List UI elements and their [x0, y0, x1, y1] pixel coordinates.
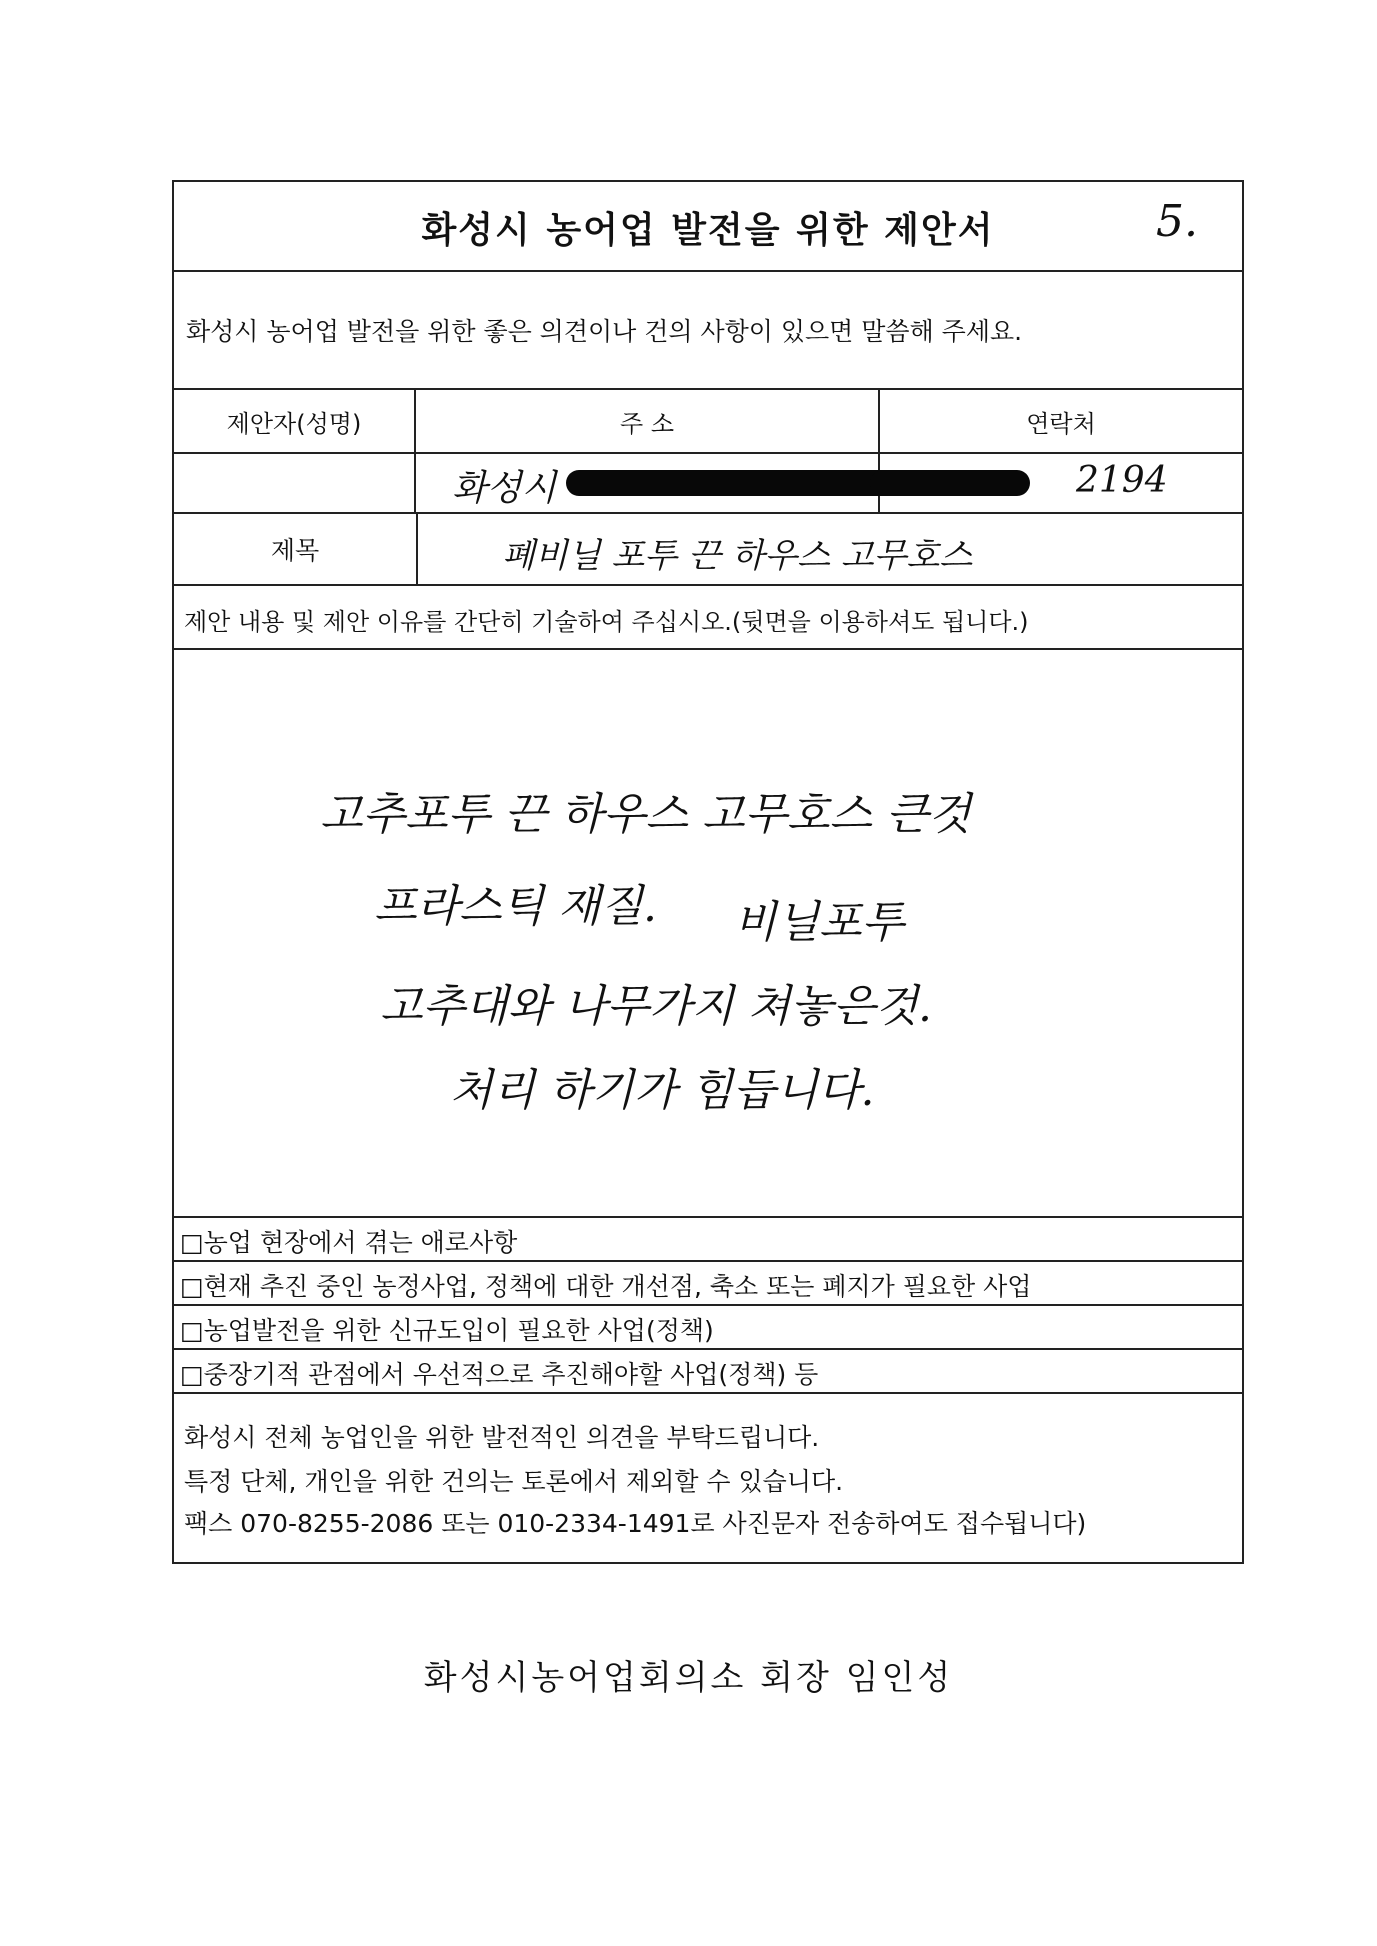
category-item: □중장기적 관점에서 우선적으로 추진해야할 사업(정책) 등: [180, 1360, 819, 1389]
category-row: [174, 1262, 1242, 1306]
handwritten-line: 처리 하기가 힘듭니다.: [450, 1065, 875, 1116]
footer-notes: [174, 1394, 1242, 1562]
category-row: [174, 1350, 1242, 1394]
address-header: 주 소: [416, 390, 880, 452]
proposer-header: 제안자(성명): [174, 390, 416, 452]
handwritten-line: 프라스틱 재질.: [374, 881, 657, 932]
category-item: □현재 추진 중인 농정사업, 정책에 대한 개선점, 축소 또는 폐지가 필요한 사업: [180, 1272, 1032, 1301]
instruction-row: [174, 586, 1242, 650]
header-row: [174, 390, 1242, 454]
page-number: 5.: [1156, 196, 1198, 247]
handwritten-line: 고추대와 나무가지 쳐놓은것.: [380, 981, 933, 1032]
contact-handwritten: 2194: [1076, 460, 1168, 501]
category-row: [174, 1306, 1242, 1350]
handwritten-line: 비닐포투: [734, 897, 905, 948]
proposer-name-cell: [174, 454, 416, 512]
intro-text: 화성시 농어업 발전을 위한 좋은 의견이나 건의 사항이 있으면 말씀해 주세요.: [186, 317, 1023, 346]
intro-row: [174, 272, 1242, 390]
category-item: □농업발전을 위한 신규도입이 필요한 사업(정책): [180, 1316, 714, 1345]
proposal-content: [174, 650, 1242, 1218]
redaction-mark: [870, 470, 1030, 496]
subject-handwritten: 폐비닐 포투 끈 하우스 고무호스: [502, 536, 973, 576]
contact-header: 연락처: [1026, 409, 1096, 438]
handwritten-line: 고추포투 끈 하우스 고무호스 큰것: [320, 789, 971, 840]
form-title: 화성시 농어업 발전을 위한 제안서: [421, 210, 995, 251]
subject-row: [174, 514, 1242, 586]
proposal-form: [172, 180, 1244, 1564]
category-item: □농업 현장에서 겪는 애로사항: [180, 1228, 518, 1257]
entry-row: [174, 454, 1242, 514]
address-cell: [416, 454, 880, 512]
signature-line: 화성시농어업회의소 회장 임인성: [423, 1658, 954, 1698]
title-row: [174, 182, 1242, 272]
subject-cell: [418, 514, 1242, 584]
footer-line: 화성시 전체 농업인을 위한 발전적인 의견을 부탁드립니다.: [184, 1423, 820, 1452]
subject-label: 제목: [174, 514, 418, 584]
category-row: [174, 1218, 1242, 1262]
footer-line: 특정 단체, 개인을 위한 건의는 토론에서 제외할 수 있습니다.: [184, 1467, 844, 1496]
redaction-mark: [566, 470, 896, 496]
instruction-text: 제안 내용 및 제안 이유를 간단히 기술하여 주십시오.(뒷면을 이용하셔도 됩니다.): [184, 608, 1029, 636]
address-handwritten: 화성시: [452, 468, 557, 509]
contact-cell: [880, 454, 1242, 512]
footer-line: 팩스 070-8255-2086 또는 010-2334-1491로 사진문자 전송하여도 접수됩니다): [184, 1509, 1087, 1538]
